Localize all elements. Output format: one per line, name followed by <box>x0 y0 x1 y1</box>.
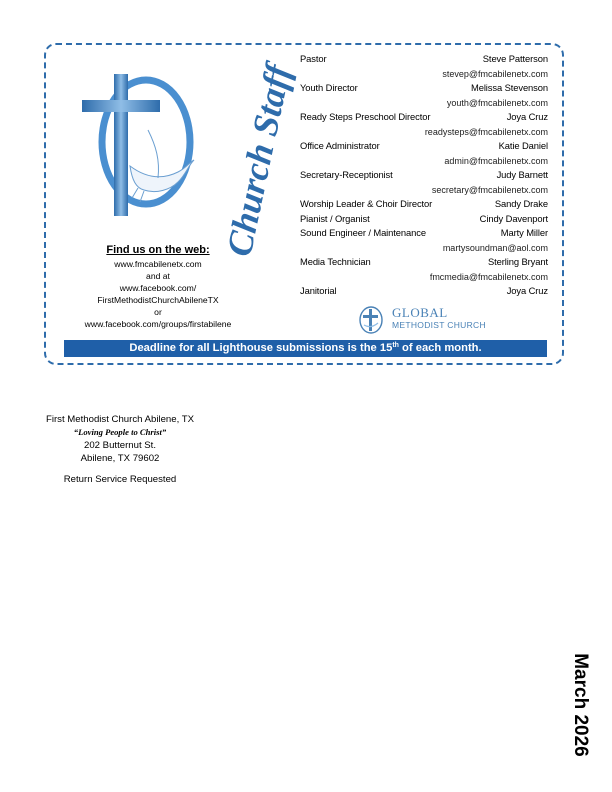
staff-email[interactable]: youth@fmcabilenetx.com <box>446 97 548 108</box>
staff-row <box>300 110 548 125</box>
staff-email[interactable]: admin@fmcabilenetx.com <box>444 155 548 166</box>
staff-name: Melissa Stevenson <box>471 82 548 93</box>
staff-email[interactable]: stevep@fmcabilenetx.com <box>442 68 548 79</box>
staff-name: Katie Daniel <box>498 140 548 151</box>
staff-row <box>300 226 548 241</box>
deadline-text-end: of each month. <box>398 342 482 354</box>
web-line[interactable]: www.facebook.com/ <box>119 283 197 293</box>
deadline-suffix: th <box>392 342 399 349</box>
staff-name: Sterling Bryant <box>488 256 548 267</box>
staff-name: Cindy Davenport <box>479 212 548 224</box>
staff-role: Youth Director <box>300 82 358 93</box>
gmc-line2: METHODIST CHURCH <box>392 320 486 330</box>
staff-row <box>300 255 548 270</box>
city-state-zip: Abilene, TX 79602 <box>80 453 160 464</box>
staff-row <box>300 139 548 154</box>
web-info <box>70 244 246 330</box>
staff-name: Sandy Drake <box>494 198 548 209</box>
church-motto: “Loving People to Christ” <box>73 427 167 437</box>
staff-list <box>300 52 548 299</box>
staff-role: Pianist / Organist <box>300 212 370 224</box>
staff-name: Marty Miller <box>500 227 548 238</box>
deadline-banner <box>64 340 547 357</box>
deadline-text: Deadline for all Lighthouse submissions is the 15 <box>129 342 393 354</box>
staff-email[interactable]: martysoundman@aol.com <box>442 242 548 253</box>
staff-name: Judy Barnett <box>496 169 548 180</box>
staff-role: Secretary-Receptionist <box>300 169 393 180</box>
street-address: 202 Butternut St. <box>84 440 156 451</box>
return-address <box>40 413 200 486</box>
staff-role: Worship Leader & Choir Director <box>300 198 433 209</box>
staff-row <box>300 52 548 67</box>
staff-role: Office Administrator <box>300 140 380 151</box>
web-line[interactable]: FirstMethodistChurchAbileneTX <box>97 295 219 305</box>
staff-row <box>300 81 548 96</box>
staff-role: Sound Engineer / Maintenance <box>300 227 426 238</box>
web-heading: Find us on the web: <box>106 244 210 256</box>
church-name: First Methodist Church Abilene, TX <box>45 414 195 425</box>
return-service: Return Service Requested <box>63 474 177 485</box>
web-line[interactable]: www.fmcabilenetx.com <box>114 259 202 269</box>
staff-email[interactable]: fmcmedia@fmcabilenetx.com <box>429 271 548 282</box>
staff-name: Steve Patterson <box>482 53 548 64</box>
church-staff-title <box>208 61 299 262</box>
global-methodist-logo <box>392 305 486 331</box>
cross-dove-logo <box>78 70 198 220</box>
staff-row <box>300 197 548 212</box>
staff-name: Joya Cruz <box>506 285 548 296</box>
staff-role: Ready Steps Preschool Director <box>300 111 431 122</box>
web-line: and at <box>146 271 170 281</box>
staff-row <box>300 212 548 227</box>
staff-name: Joya Cruz <box>506 111 548 122</box>
staff-role: Janitorial <box>300 285 337 296</box>
staff-role: Media Technician <box>300 256 371 267</box>
staff-role: Pastor <box>300 53 327 64</box>
church-staff-title-text: Church Staff <box>218 61 299 260</box>
gmc-line1: GLOBAL <box>392 305 448 320</box>
staff-row <box>300 168 548 183</box>
issue-date: March 2026 <box>570 653 591 757</box>
staff-email[interactable]: readysteps@fmcabilenetx.com <box>424 126 548 137</box>
web-line: or <box>154 307 162 317</box>
staff-row <box>300 284 548 299</box>
staff-email[interactable]: secretary@fmcabilenetx.com <box>431 184 548 195</box>
web-line[interactable]: www.facebook.com/groups/firstabilene <box>84 319 232 329</box>
